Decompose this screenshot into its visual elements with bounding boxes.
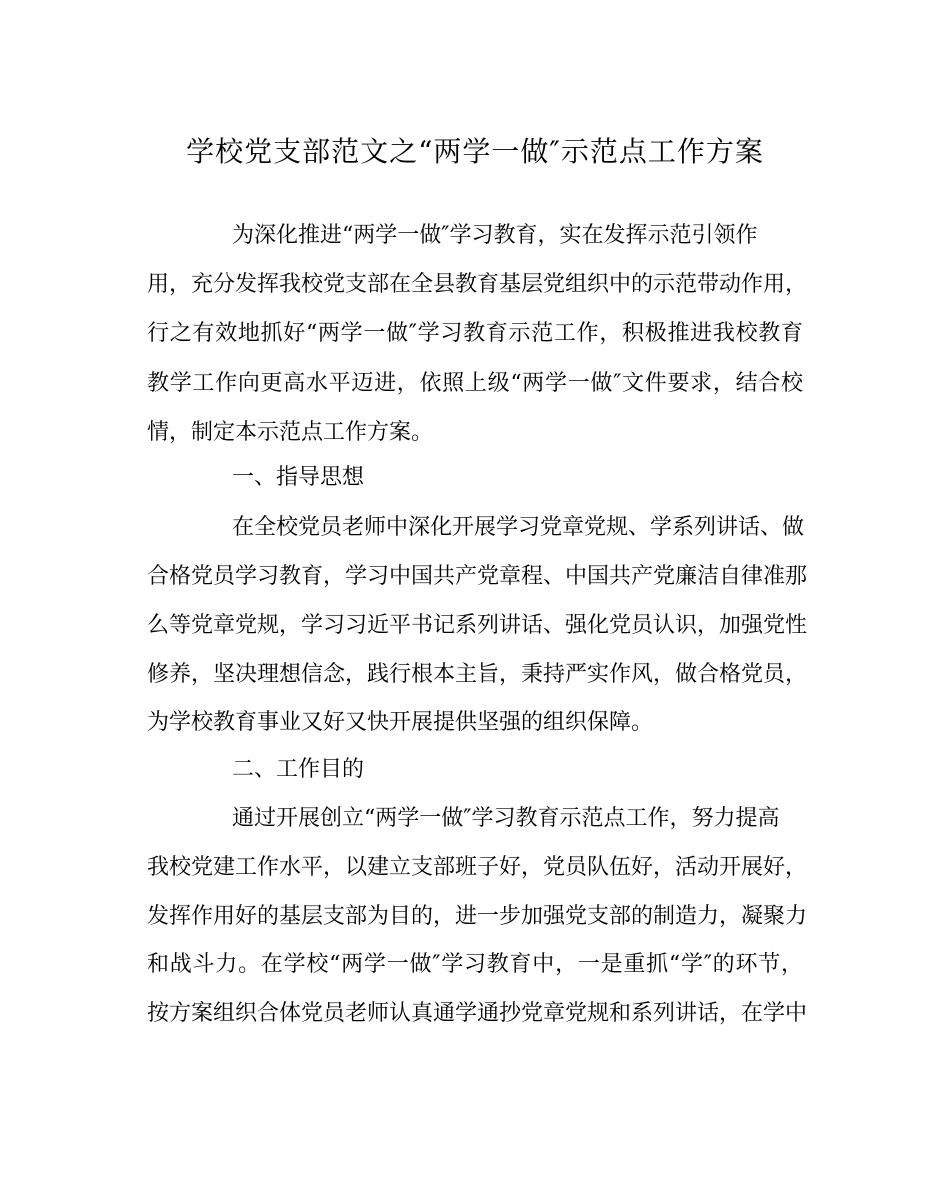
document-title: 学校党支部范文之“两学一做″示范点工作方案 [186,135,764,168]
intro-line-2: 用，充分发挥我校党支部在全县教育基层党组织中的示范带动作用， [147,272,808,297]
goal-line-3: 发挥作用好的基层支部为目的，进一步加强党支部的制造力，凝聚力 [147,904,808,929]
intro-line-4: 教学工作向更高水平迈进，依照上级“两学一做″文件要求，结合校 [147,371,803,396]
intro-line-5: 情，制定本示范点工作方案。 [147,420,434,445]
guiding-line-3: 么等党章党规，学习习近平书记系列讲话、强化党员认识，加强党性 [147,613,808,638]
guiding-line-2: 合格党员学习教育，学习中国共产党章程、中国共产党廉洁自律准那 [147,564,808,589]
guiding-line-4: 修养，坚决理想信念，践行根本主旨，秉持严实作风，做合格党员， [147,662,808,687]
guiding-line-1: 在全校党员老师中深化开展学习党章党规、学系列讲话、做 [232,515,805,540]
intro-line-3: 行之有效地抓好“两学一做″学习教育示范工作，积极推进我校教育 [147,321,803,346]
goal-line-2: 我校党建工作水平，以建立支部班子好，党员队伍好，活动开展好， [147,855,808,880]
goal-line-4: 和战斗力。在学校“两学一做″学习教育中，一是重抓“学″的环节， [147,952,803,977]
intro-line-1: 为深化推进“两学一做″学习教育，实在发挥示范引领作 [232,223,758,248]
section-heading-guiding-thought: 一、指导思想 [232,465,365,490]
goal-line-5: 按方案组织合体党员老师认真通学通抄党章党规和系列讲话，在学中 [147,1001,808,1026]
goal-line-1: 通过开展创立“两学一做″学习教育示范点工作，努力提高 [232,806,780,831]
guiding-line-5: 为学校教育事业又好又快开展提供坚强的组织保障。 [147,710,654,735]
section-heading-work-goal: 二、工作目的 [232,757,365,782]
